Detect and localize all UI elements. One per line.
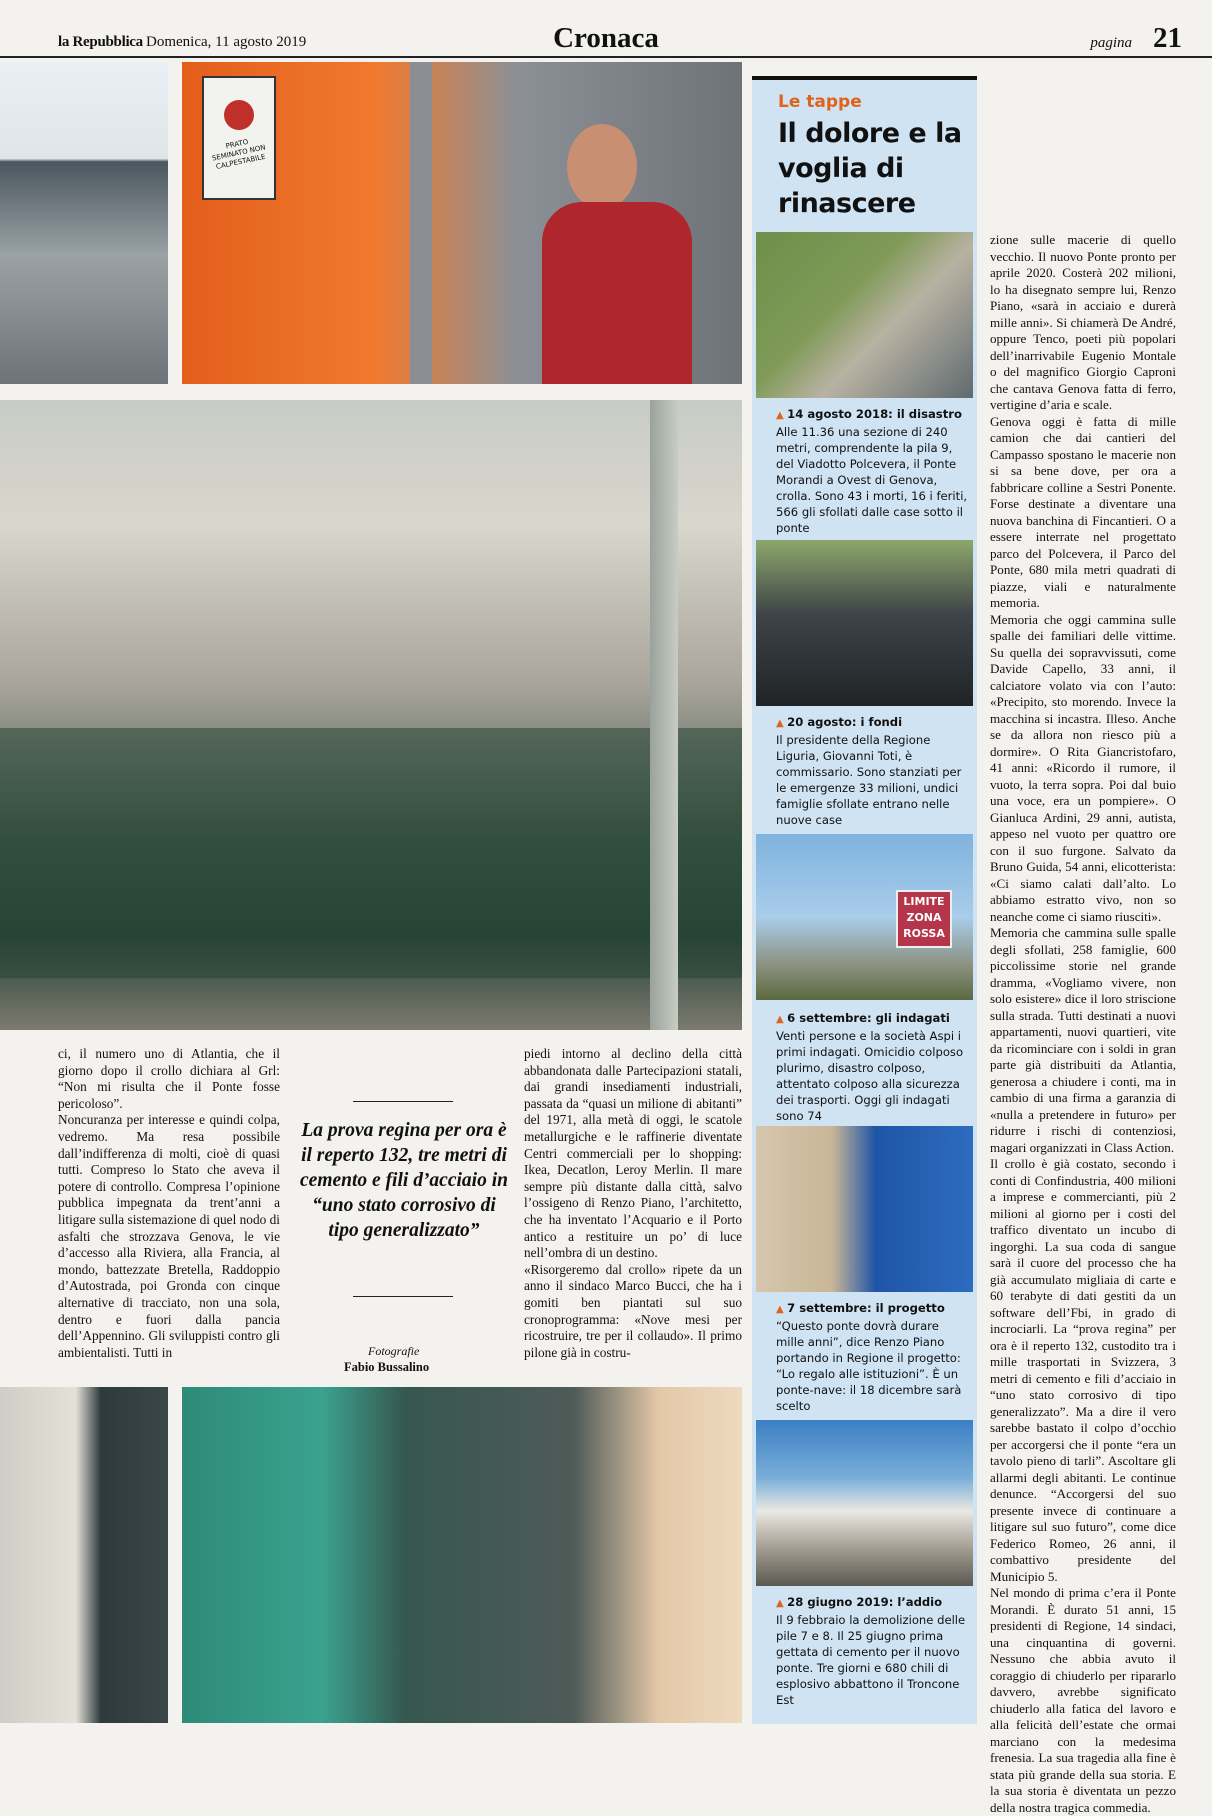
timeline-entry-date: ▲ 28 giugno 2019: l’addio [776, 1594, 970, 1612]
no-walking-icon [224, 100, 254, 130]
photo-man-shirt [542, 202, 692, 384]
timeline-entry-date: ▲ 7 settembre: il progetto [776, 1300, 970, 1318]
timeline-entry [776, 1010, 970, 1124]
timeline-entry-date: ▲ 14 agosto 2018: il disastro [776, 406, 970, 424]
photo-sign-text: PRATO SEMINATO NON CALPESTABILE [211, 137, 267, 171]
photo-man-head [567, 124, 637, 209]
photo-credit-label: Fotografie [368, 1344, 420, 1358]
timeline-entry [776, 406, 970, 536]
pull-quote-box [298, 1046, 510, 1380]
timeline-entry-text: Il 9 febbraio la demolizione delle pile 7 e 8. Il 25 giugno prima gettata di cemento per il nuovo ponte. Tre giorni e 680 chili di esplosivo abbattono il Troncone Est [776, 1613, 966, 1707]
photo-green-net [0, 728, 742, 978]
photo-fence-post [410, 62, 432, 384]
quote-rule-top [353, 1101, 453, 1102]
photo-credit-name: Fabio Bussalino [344, 1360, 430, 1374]
photo-man-at-fence [182, 62, 742, 384]
timeline-photo-press [756, 540, 973, 706]
article-column-right: zione sulle macerie di quello vecchio. Il nuovo Ponte pronto per aprile 2020. Costerà 202 milioni, lo ha disegnato sempre lui, Renzo Piano, «sarà in acciaio e durerà mille anni». Si chiamerà De André, oppure Tenco, poeti più popolari dell’inarrivabile Eugenio Montale o del magnifico Giorgio Caproni che cantava Genova fatta di ferro, vertigine d’aria e scale. Genova oggi è fatta di mille camion che dai cantieri del Campasso spostano le macerie non si sa bene dove, per ora a fabbricare colline a Sestri Ponente. Forse destinate a diventare una nuova banchina di Fincantieri. O a essere interrate nel progettato parco del Polcevera, il Parco del Ponte, 680 mila metri quadrati di piazze, viali e naturalmente memoria. Memoria che oggi cammina sulle spalle dei familiari delle vittime. Su quella dei sopravvissuti, come Davide Capello, 33 anni, il calciatore volato via con l’auto: «Precipito, sto morendo. Invece la macchina si incastra. Illeso. Anche se da allora non riesco più a dormire». O Rita Giancristofaro, 41 anni: «Ricordo il rumore, il vuoto, la terra sopra. Poi dal buio una voce, era un pompiere». O Gianluca Ardini, 29 anni, autista, appeso nel vuoto per quattro ore con il suo furgone. Salvato da Bruno Guida, 54 anni, elicotterista: «Ci siamo calati dall’alto. Lo abbiamo estratto vivo, non so neanche come ci siamo riusciti». Memoria che cammina sulle spalle degli sfollati, 258 famiglie, 600 piccolissime storie nel grande dramma, «Vogliamo vivere, non solo esistere» dice il loro striscione sulla strada. Tutti destinati a nuovi appartamenti, nuovi quartieri, vite da ricominciare con i soldi in gran parte già distribuiti da Atlantia, generosa a chiudere i conti, ma in cambio di una firma a garanzia di «nulla a pretendere in futuro» per ridurre i rischi di contenziosi, magari organizzati in Class Action. Il crollo è già costato, secondo i conti di Confindustria, 400 milioni a imprese e commercianti, più 2 milioni al giorno per i costi del traffico diventato un incubo di ingorghi. La sua coda di sangue sarà il cuore del processo che ha già accumulato migliaia di carte e 60 terabyte di dati gestiti da un software dell’Fbi, in grado di incrociarli. La “prova regina” per ora è il reperto 132, custodito tra i mille trasportati in Svizzera, 3 metri di cemento e fili d’acciaio in “uno stato corrosivo di tipo generalizzato”. Ma a dire il vero sarebbe bastato il colpo d’occhio per accorgersi che il ponte “era un tavolo pieno di tarli”. Ascoltare gli allarmi degli abitanti. Le continue denunce. “Accorgersi del suo presente invece di continuare a litigare sul suo futuro”, come dice Federico Romeo, 26 anni, il combattivo presidente del Municipio 5. Nel mondo di prima c’era il Ponte Morandi. È durato 51 anni, 15 presidenti di Regione, 14 sindaci, una cinquantina di governi. Nessuno che abbia avuto il coraggio di chiuderlo per ripararlo davvero, avrebbe significato chiuderlo alla fatica del lavoro e alla felicità dell’estate che ormai marciano con la medesima frenesia. La sua tragedia alla fine è stata più grande della sua storia. E la sua storia è diventata un pezzo della nostra tragica commedia. [990, 232, 1176, 1815]
timeline-entry-text: “Questo ponte dovrà durare mille anni”, dice Renzo Piano portando in Regione il progetto: “Lo regalo alle istituzioni”. È un ponte-nave: il 18 dicembre sarà scelto [776, 1319, 962, 1413]
timeline-entry-text: Venti persone e la società Aspi i primi indagati. Omicidio colposo plurimo, disastro colposo, attentato colposo alla sicurezza dei trasporti. Oggi gli indagati sono 74 [776, 1029, 964, 1123]
article-column-middle: piedi intorno al declino della città abbandonata dalle Partecipazioni statali, dai grandi insediamenti industriali, passata da “quasi un milione di abitanti” del 1971, alla metà di oggi, le scatole metallurgiche e le raffinerie diventate Centri commerciali per lo shopping: Ikea, Decatlon, Leroy Merlin. Il mare sempre più distante dalla città, salvo l’ossigeno di Renzo Piano, l’architetto, che ha inventato l’Acquario e il Porto antico a restituire un po’ di luce nell’ombra di un destino. «Risorgeremo dal crollo» ripete da un anno il sindaco Marco Bucci, che ha i gomiti ben piantati sul suo cronoprogramma: «Nove mesi per ricostruire, tre per il collaudo». Il primo pilone già in costru- [524, 1046, 742, 1360]
pull-quote: La prova regina per ora è il reperto 132, tre metri di cemento e fili d’acciaio in “uno stato corrosivo di tipo generalizzato” [300, 1120, 508, 1241]
timeline-entry-text: Alle 11.36 una sezione di 240 metri, comprendente la pila 9, del Viadotto Polcevera, il Ponte Morandi a Ovest di Genova, crolla. Sono 43 i morti, 16 i feriti, 566 gli sfollati dalle case sotto il ponte [776, 425, 968, 535]
header-rule [0, 56, 1212, 58]
photo-warning-sign [202, 76, 276, 200]
photo-steel-mast [650, 400, 678, 1030]
photo-bridge-rubble [0, 400, 742, 1030]
timeline-entry-text: Il presidente della Regione Liguria, Giovanni Toti, è commissario. Sono stanziati per le emergenze 33 milioni, undici famiglie sfollate entrano nelle nuove case [776, 733, 962, 827]
masthead-brand: la Repubblica [58, 34, 143, 50]
section-title: Cronaca [553, 22, 659, 54]
timeline-entry-date: ▲ 6 settembre: gli indagati [776, 1010, 970, 1028]
article-column-left: ci, il numero uno di Atlantia, che il giorno dopo il crollo dichiara al Grl: “Non mi risulta che il Ponte fosse pericoloso”. Noncuranza per interesse e quindi colpa, vedremo. Ma resa possibile dall’indifferenza di molti, cioè di quasi tutti. Compreso lo Stato che aveva il potere di controllo. Compresa l’opinione pubblica impegnata da trent’anni a litigare sulla sistemazione di quel nodo di asfalti che strozzava Genova, le vie d’accesso alla Riviera, alla Francia, al mondo, battezzate Bretella, Raddoppio d’Autostrada, poi Gronda con cinque alternative di tracciato, non una sola, dentro e fuori dalla pancia dell’Appennino. Gli sviluppisti contro gli ambientalisti. Tutti in [58, 1046, 280, 1360]
page-header [0, 0, 1212, 60]
photo-window-shutters [0, 1387, 168, 1723]
photo-stadium-building [0, 62, 168, 384]
timeline-sidebar [752, 76, 977, 1724]
page-label: pagina [1090, 35, 1132, 51]
timeline-photo-red-zone [756, 834, 973, 1000]
timeline-photo-renzo-piano [756, 1126, 973, 1292]
quote-rule-bottom [353, 1296, 453, 1297]
photo-scaffolded-building [182, 1387, 742, 1723]
timeline-photo-demolition [756, 1420, 973, 1586]
timeline-entry-date: ▲ 20 agosto: i fondi [776, 714, 970, 732]
timeline-headline: Il dolore e la voglia di rinascere [778, 118, 962, 219]
page-number: 21 [1153, 22, 1182, 54]
issue-date: Domenica, 11 agosto 2019 [146, 34, 307, 50]
red-zone-sign [896, 890, 952, 948]
timeline-entry [776, 1594, 970, 1708]
timeline-entry [776, 1300, 970, 1414]
red-zone-sign-text: LIMITE ZONA ROSSA [903, 895, 945, 940]
timeline-kicker: Le tappe [778, 92, 862, 112]
timeline-photo-collapse [756, 232, 973, 398]
timeline-entry [776, 714, 970, 828]
